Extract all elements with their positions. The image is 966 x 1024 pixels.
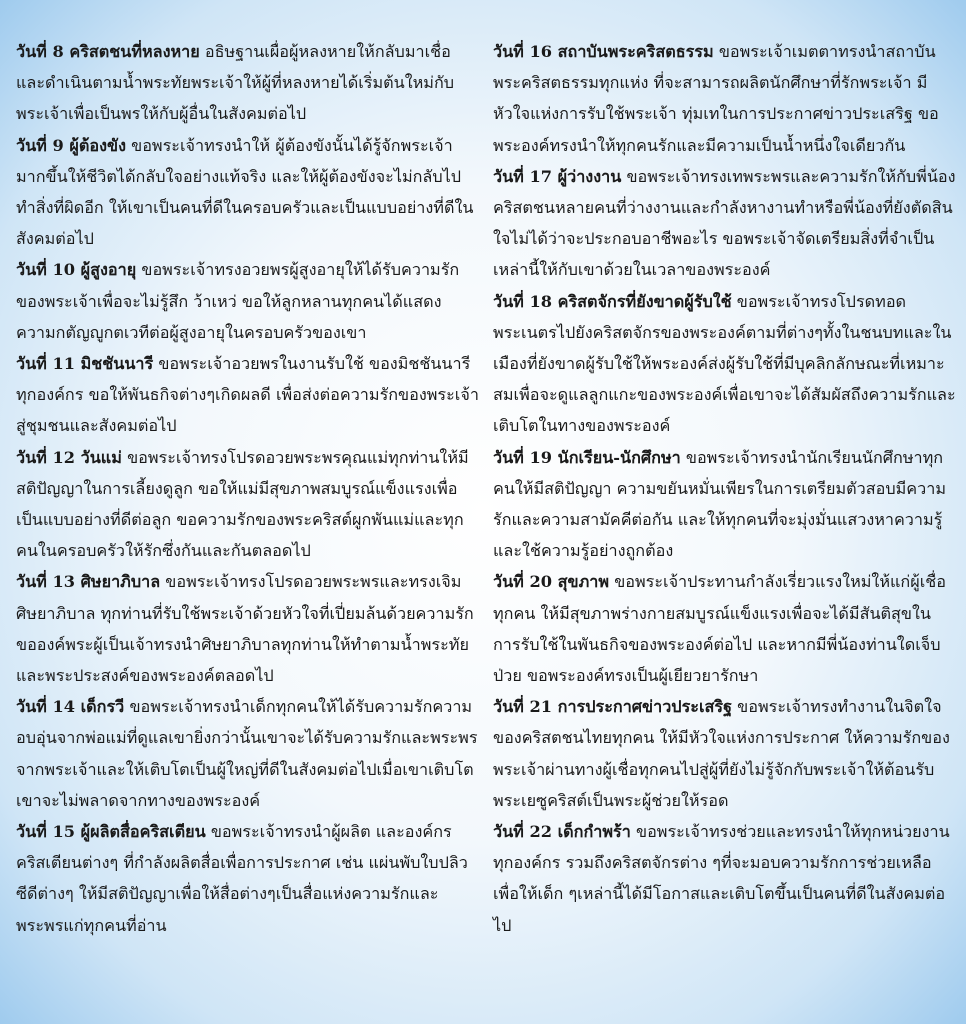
entry-heading: วันที่ 14 เด็กรวี [16,697,125,717]
entry-heading: วันที่ 8 คริสตชนที่หลงหาย [16,42,200,61]
prayer-entry-day-22 [493,816,956,941]
prayer-entry-day-12 [16,442,479,567]
prayer-entry-day-11 [16,348,479,442]
entry-body: ขอพระเจ้าทรงโปรดอวยพระพรและทรงเจิมศิษยาภิบาล ทุกท่านที่รับใช้พระเจ้าด้วยหัวใจที่เปี่ยมล้นด้วยความรัก ขอองค์พระผู้เป็นเจ้าทรงนำศิษยาภิบาลทุกท่านให้ทำตามน้ำพระทัยและพระประสงค์ของพระองค์ตลอดไป [16,572,474,686]
entry-body: ขอพระเจ้าทรงนำให้ ผู้ต้องขังนั้นได้รู้จักพระเจ้ามากขึ้นให้ชีวิตได้กลับใจอย่างแท้จริง และให้ผู้ต้องขังจะไม่กลับไปทำสิ่งที่ผิดอีก ให้เขาเป็นคนที่ดีในครอบครัวและเป็นแบบอย่างที่ดีในสังคมต่อไป [16,135,474,249]
prayer-entry-day-15 [16,816,479,941]
entry-body: ขอพระเจ้าทรงช่วยและทรงนำให้ทุกหน่วยงาน ทุกองค์กร รวมถึงคริสตจักรต่าง ๆที่จะมอบความรักการช่วยเหลือ เพื่อให้เด็ก ๆเหล่านี้ได้มีโอกาสและเติบโตขึ้นเป็นคนที่ดีในสังคมต่อไป [493,822,950,935]
entry-heading: วันที่ 11 มิชชันนารี [16,354,154,374]
prayer-entry-day-17 [493,161,956,286]
prayer-calendar-page [12,36,956,996]
left-column [12,36,479,996]
entry-body: ขอพระเจ้าประทานกำลังเรี่ยวแรงใหม่ให้แก่ผู้เชื่อทุกคน ให้มีสุขภาพร่างกายสมบูรณ์แข็งแรงเพื่อจะได้มีสันติสุขในการรับใช้ในพันธกิจของพระองค์ต่อไป และหากมีพี่น้องท่านใดเจ็บป่วย ขอพระองค์ทรงเป็นผู้เยียวยารักษา [493,572,946,686]
prayer-entry-day-8 [16,36,479,130]
entry-heading: วันที่ 13 ศิษยาภิบาล [16,572,161,592]
entry-heading: วันที่ 21 การประกาศข่าวประเสริฐ [493,697,733,717]
prayer-entry-day-16 [493,36,956,161]
prayer-entry-day-20 [493,566,956,691]
entry-heading: วันที่ 17 ผู้ว่างงาน [493,166,622,186]
entry-heading: วันที่ 15 ผู้ผลิตสื่อคริสเตียน [16,822,206,842]
entry-heading: วันที่ 18 คริสตจักรที่ยังขาดผู้รับใช้ [493,291,732,311]
entry-body: ขอพระเจ้าทรงทำงานในจิตใจของคริสตชนไทยทุกคน ให้มีหัวใจแห่งการประกาศ ให้ความรักของพระเจ้าผ่านทางผู้เชื่อทุกคนไปสู่ผู้ที่ยังไม่รู้จักกับพระเจ้าให้ต้อนรับพระเยซูคริสต์เป็นพระผู้ช่วยให้รอด [493,697,950,810]
entry-body: ขอพระเจ้าทรงอวยพรผู้สูงอายุให้ได้รับความรักของพระเจ้าเพื่อจะไม่รู้สึก ว้าเหว่ ขอให้ลูกหลานทุกคนได้แสดงความกตัญญูกตเวทีต่อผู้สูงอายุในครอบครัวของเขา [16,260,460,342]
prayer-entry-day-9 [16,130,479,255]
entry-body: ขอพระเจ้าทรงเทพระพรและความรักให้กับพี่น้องคริสตชนหลายคนที่ว่างงานและกำลังหางานทำหรือพี่น้องที่ยังตัดสินใจไม่ได้ว่าจะประกอบอาชีพอะไร ขอพระเจ้าจัดเตรียมสิ่งที่จำเป็นเหล่านี้ให้กับเขาด้วยในเวลาของพระองค์ [493,166,956,280]
prayer-entry-day-21 [493,691,956,816]
entry-heading: วันที่ 12 วันแม่ [16,447,122,467]
prayer-entry-day-10 [16,254,479,348]
entry-body: ขอพระเจ้าทรงนำผู้ผลิต และองค์กรคริสเตียนต่างๆ ที่กำลังผลิตสื่อเพื่อการประกาศ เช่น แผ่นพับใบปลิว ซีดีต่างๆ ให้มีสติปัญญาเพื่อให้สื่อต่างๆเป็นสื่อแห่งความรักและพระพรแก่ทุกคนที่อ่าน [16,822,468,935]
entry-body: ขอพระเจ้าทรงโปรดอวยพระพรคุณแม่ทุกท่านให้มีสติปัญญาในการเลี้ยงดูลูก ขอให้แม่มีสุขภาพสมบูรณ์แข็งแรงเพื่อเป็นแบบอย่างที่ดีต่อลูก ขอความรักของพระคริสต์ผูกพันแม่และทุกคนในครอบครัวให้รักซึ่งกันและกันตลอดไป [16,447,469,561]
entry-heading: วันที่ 20 สุขภาพ [493,572,610,592]
entry-heading: วันที่ 10 ผู้สูงอายุ [16,260,137,280]
entry-heading: วันที่ 16 สถาบันพระคริสตธรรม [493,42,714,61]
entry-heading: วันที่ 22 เด็กกำพร้า [493,822,631,842]
entry-body: ขอพระเจ้าเมตตาทรงนำสถาบันพระคริสตธรรมทุกแห่ง ที่จะสามารถผลิตนักศึกษาที่รักพระเจ้า มีหัวใจแห่งการรับใช้พระเจ้า ทุ่มเทในการประกาศข่าวประเสริฐ ขอพระองค์ทรงนำให้ทุกคนรักและมีความเป็นน้ำหนึ่งใจเดียวกัน [493,42,939,155]
right-column [493,36,956,996]
entry-body: ขอพระเจ้าอวยพรในงานรับใช้ ของมิชชันนารีทุกองค์กร ขอให้พันธกิจต่างๆเกิดผลดี เพื่อส่งต่อความรักของพระเจ้าสู่ชุมชนและสังคมต่อไป [16,354,479,436]
prayer-entry-day-13 [16,566,479,691]
entry-heading: วันที่ 9 ผู้ต้องขัง [16,135,126,155]
prayer-entry-day-19 [493,442,956,567]
prayer-entry-day-18 [493,286,956,442]
entry-body: ขอพระเจ้าทรงนำนักเรียนนักศึกษาทุกคนให้มีสติปัญญา ความขยันหมั่นเพียรในการเตรียมตัวสอบมีความรักและความสามัคคีต่อกัน และให้ทุกคนที่จะมุ่งมั่นแสวงหาความรู้และใช้ความรู้อย่างถูกต้อง [493,447,946,561]
entry-body: ขอพระเจ้าทรงนำเด็กทุกคนให้ได้รับความรักความอบอุ่นจากพ่อแม่ที่ดูแลเขายิ่งกว่านั้นเขาจะได้รับความรักและพระพรจากพระเจ้าและให้เติบโตเป็นผู้ใหญ่ที่ดีในสังคมต่อไปเมื่อเขาเติบโตเขาจะไม่พลาดจากทางของพระองค์ [16,697,478,810]
entry-heading: วันที่ 19 นักเรียน-นักศึกษา [493,447,681,467]
prayer-entry-day-14 [16,691,479,816]
entry-body: ขอพระเจ้าทรงโปรดทอดพระเนตรไปยังคริสตจักรของพระองค์ตามที่ต่างๆทั้งในชนบทและในเมืองที่ยังขาดผู้รับใช้ให้พระองค์ส่งผู้รับใช้ที่มีบุคลิกลักษณะที่เหมาะสมเพื่อจะดูแลลูกแกะของพระองค์เพื่อเขาจะได้สัมผัสถึงความรักและเติบโตในทางของพระองค์ [493,291,956,436]
entry-body: อธิษฐานเผื่อผู้หลงหายให้กลับมาเชื่อและดำเนินตามน้ำพระทัยพระเจ้าให้ผู้ที่หลงหายได้เริ่มต้นใหม่กับพระเจ้าเพื่อเป็นพรให้กับผู้อื่นในสังคมต่อไป [16,42,455,124]
